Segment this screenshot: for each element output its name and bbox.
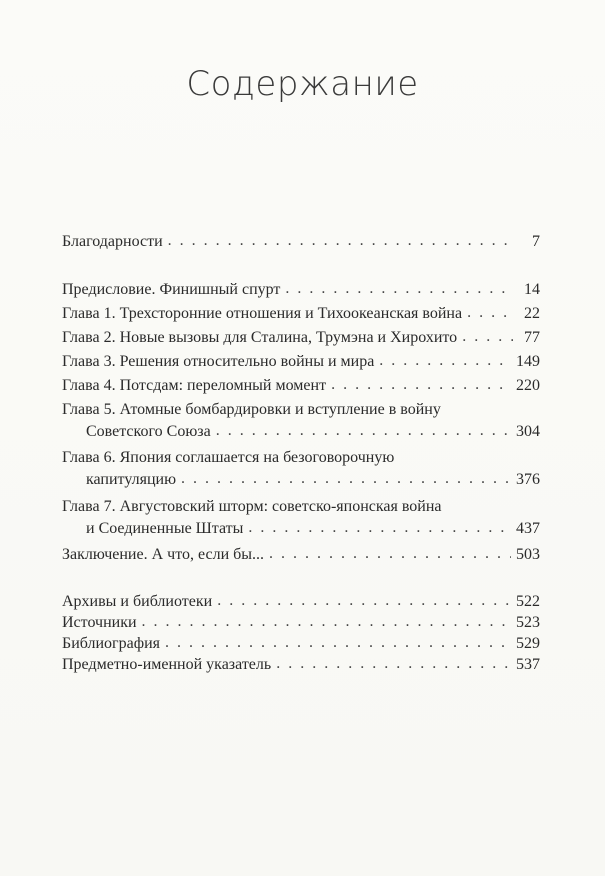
toc-leader-dots [217, 591, 511, 611]
toc-page-number: 14 [524, 281, 540, 298]
toc-entry-title: Заключение. А что, если бы... [62, 546, 265, 563]
toc-entry-title: Глава 2. Новые вызовы для Сталина, Трумэна и Хирохито [62, 329, 458, 346]
toc-leader-dots [216, 421, 511, 441]
toc-leader-dots [181, 469, 511, 489]
toc-entry-title-line1: Глава 7. Августовский шторм: советско-японская война [62, 498, 442, 515]
page-title: Содержание [186, 64, 419, 104]
toc-entry-chapter-1 [62, 304, 540, 324]
toc-leader-dots [467, 303, 513, 323]
toc-entry-chapter-5 [62, 400, 540, 442]
toc-leader-dots [269, 544, 511, 564]
toc-page-number: 437 [516, 520, 540, 537]
toc-entry-chapter-2 [62, 328, 540, 348]
toc-entry-title: Библиография [62, 635, 160, 652]
toc-entry-title: Глава 3. Решения относительно войны и мира [62, 353, 375, 370]
toc-entry-chapter-4 [62, 376, 540, 396]
toc-page-number: 522 [516, 593, 540, 610]
toc-entry-sources [62, 613, 540, 633]
toc-entry-bibliography [62, 634, 540, 654]
toc-leader-dots [285, 279, 513, 299]
toc-entry-title: Глава 4. Потсдам: переломный момент [62, 377, 327, 394]
toc-leader-dots [462, 327, 513, 347]
toc-entry-title-line1: Глава 5. Атомные бомбардировки и вступление в войну [62, 401, 441, 418]
toc-entry-chapter-3 [62, 352, 540, 372]
toc-leader-dots [276, 654, 511, 674]
toc-leader-dots [248, 518, 511, 538]
toc-leader-dots [165, 633, 511, 653]
toc-page-number: 77 [524, 329, 540, 346]
toc-page-number: 523 [516, 614, 540, 631]
toc-entry-title: Предисловие. Финишный спурт [62, 281, 281, 298]
toc-entry-title: Архивы и библиотеки [62, 593, 213, 610]
toc-entry-title: Благодарности [62, 233, 163, 250]
toc-entry-title: и Соединенные Штаты [86, 520, 244, 537]
toc-page-number: 376 [516, 471, 540, 488]
toc-entry-chapter-6 [62, 448, 540, 490]
toc-entry-chapter-7 [62, 497, 540, 539]
toc-entry-index [62, 655, 540, 675]
toc-entry-title-line1: Глава 6. Япония соглашается на безоговорочную [62, 449, 395, 466]
toc-leader-dots [168, 231, 513, 251]
toc-page-number: 304 [516, 423, 540, 440]
toc-page-number: 503 [516, 546, 540, 563]
toc-page-number: 7 [532, 233, 540, 250]
toc-page-number: 537 [516, 656, 540, 673]
toc-entry-preface [62, 280, 540, 300]
toc-page-number: 22 [524, 305, 540, 322]
toc-leader-dots [331, 375, 511, 395]
toc-entry-acknowledgements [62, 232, 540, 252]
toc-entry-title: Предметно-именной указатель [62, 656, 272, 673]
toc-page-number: 220 [516, 377, 540, 394]
toc-leader-dots [142, 612, 511, 632]
toc-entry-title: капитуляцию [86, 471, 177, 488]
toc-entry-title: Советского Союза [86, 423, 211, 440]
toc-page-number: 529 [516, 635, 540, 652]
toc-entry-title: Источники [62, 614, 137, 631]
toc-entry-title: Глава 1. Трехсторонние отношения и Тихоокеанская война [62, 305, 463, 322]
toc-entry-conclusion [62, 545, 540, 565]
toc-entry-archives [62, 592, 540, 612]
toc-leader-dots [379, 351, 511, 371]
toc-page-number: 149 [516, 353, 540, 370]
